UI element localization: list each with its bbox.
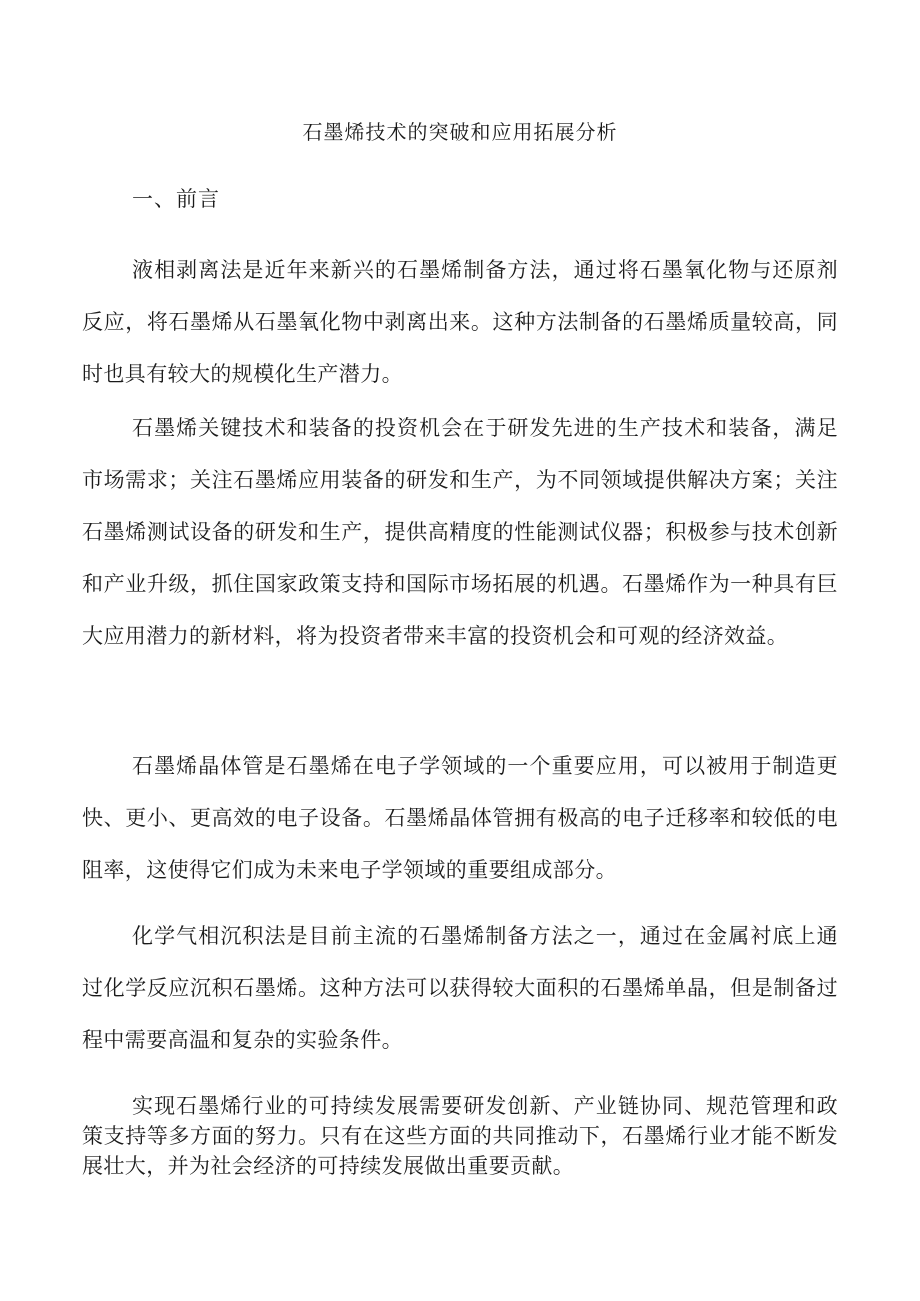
paragraph-investment: 石墨烯关键技术和装备的投资机会在于研发先进的生产技术和装备，满足市场需求；关注石墨烯应用装备的研发和生产，为不同领域提供解决方案；关注石墨烯测试设备的研发和生产，提供高精度的性能测试仪器；积极参与技术创新和产业升级，抓住国家政策支持和国际市场拓展的机遇。石墨烯作为一种具有巨大应用潜力的新材料，将为投资者带来丰富的投资机会和可观的经济效益。 xyxy=(82,416,838,648)
paragraph-transistor: 石墨烯晶体管是石墨烯在电子学领域的一个重要应用，可以被用于制造更快、更小、更高效的电子设备。石墨烯晶体管拥有极高的电子迁移率和较低的电阻率，这使得它们成为未来电子学领域的重要组成部分。 xyxy=(82,754,838,882)
paragraph-cvd: 化学气相沉积法是目前主流的石墨烯制备方法之一，通过在金属衬底上通过化学反应沉积石墨烯。这种方法可以获得较大面积的石墨烯单晶，但是制备过程中需要高温和复杂的实验条件。 xyxy=(82,924,838,1052)
document-title: 石墨烯技术的突破和应用拓展分析 xyxy=(302,120,618,144)
paragraph-sustainability: 实现石墨烯行业的可持续发展需要研发创新、产业链协同、规范管理和政策支持等多方面的努力。只有在这些方面的共同推动下，石墨烯行业才能不断发展壮大，并为社会经济的可持续发展做出重要贡献。 xyxy=(82,1094,838,1178)
section-heading: 一、前言 xyxy=(132,187,220,211)
paragraph-liquid-exfoliation: 液相剥离法是近年来新兴的石墨烯制备方法，通过将石墨氧化物与还原剂反应，将石墨烯从石墨氧化物中剥离出来。这种方法制备的石墨烯质量较高，同时也具有较大的规模化生产潜力。 xyxy=(82,258,838,386)
